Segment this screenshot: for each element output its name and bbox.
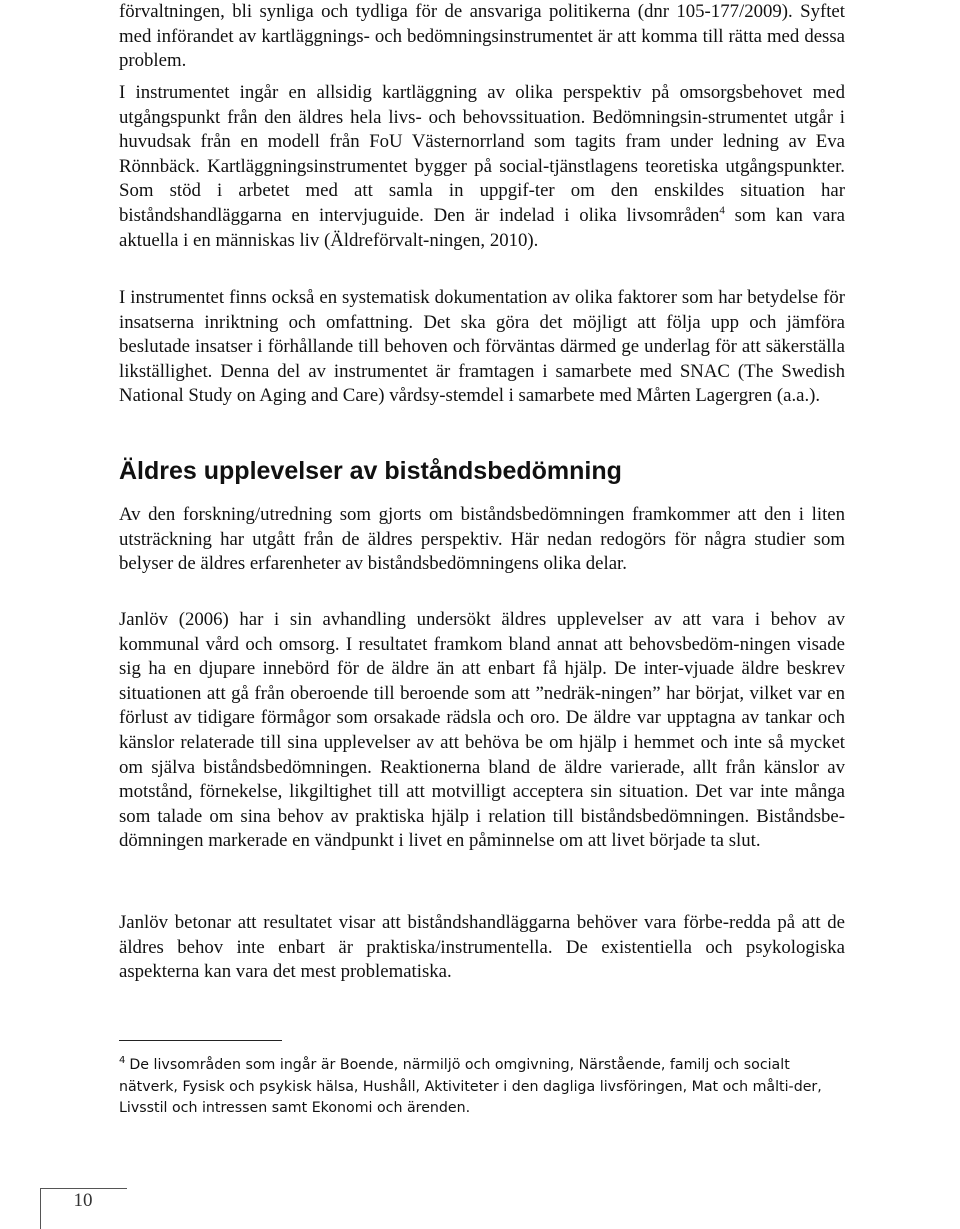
text-line: ningen visade sig ha en djupare innebörd för de äldre än att enbart få hjälp. De inter- — [119, 633, 845, 680]
text-line: ningen” har börjat, vilket var en förlust av tidigare förmågor som orsakade rädsla och — [119, 682, 845, 729]
paragraph-intro-continuation — [119, 0, 845, 74]
text-line: I instrumentet ingår en allsidig kartläggning av olika perspektiv på omsorgsbehovet — [119, 82, 803, 103]
text-line: att behöva be om hjälp i hemmet och inte så mycket om själva biståndsbedömningen. — [119, 731, 845, 778]
text-line: till rätta med dessa problem. — [119, 25, 845, 72]
text-line: Janlöv (2006) har i sin avhandling undersökt äldres upplevelser av att vara i behov — [119, 609, 817, 630]
text-line: redda på att de äldres behov inte enbart är praktiska/instrumentella. De existentiella — [119, 912, 845, 958]
text-line: underlag för att säkerställa likställighet. Denna del av instrumentet är framtagen i — [119, 336, 845, 382]
text-line: om sina behov av praktiska hjälp i relation till biståndsbedömningen. Biståndsbe- — [209, 805, 845, 827]
text-line: fram under ledning av Eva Rönnbäck. Kartläggningsinstrumentet bygger på social- — [119, 131, 845, 177]
text-line: delar. — [585, 553, 627, 575]
section-heading: Äldres upplevelser av biståndsbedömning — [119, 457, 622, 485]
text-line: den i liten utsträckning har utgått från de äldres perspektiv. Här nedan redogörs för — [119, 504, 846, 550]
footnote-separator — [119, 1040, 282, 1041]
text-line: förvaltningen, bli synliga och tydliga för de ansvariga politikerna (dnr 105-177/2009). — [119, 1, 793, 22]
text-line: Reaktionerna bland de äldre varierade, allt från känslor av motstånd, förnekelse, — [119, 756, 845, 803]
text-line: stemdel i samarbete med Mårten Lagergren (a.a.). — [445, 385, 821, 407]
text-line: dömningen markerade en vändpunkt i livet en påminnelse om att livet började ta — [119, 830, 724, 852]
text-line: och psykologiska aspekterna kan vara det mest problematiska. — [119, 936, 845, 983]
footnote-marker: 4 — [119, 1055, 126, 1067]
footnote-text: De livsområden som ingår är Boende, närmiljö och omgivning, Närstående, familj och socialt — [129, 1057, 790, 1073]
footnote-text: der, Livsstil och intressen samt Ekonomi och ärenden. — [119, 1078, 822, 1116]
paragraph-janlov-conclusion — [119, 911, 845, 985]
text-line: av kommunal vård och omsorg. I resultatet framkom bland annat att behovsbedöm- — [119, 609, 845, 655]
footnote — [119, 1055, 845, 1120]
footnote-text: nätverk, Fysisk och psykisk hälsa, Hushåll, Aktiviteter i den dagliga livsföringen, Mat och målti- — [119, 1078, 794, 1095]
text-line: upp och jämföra beslutade insatser i förhållande till behoven och förväntas därmed ge — [119, 311, 846, 358]
page-number: 10 — [73, 1190, 93, 1211]
text-line: som kan vara aktuella i en människas liv (Äldreförvalt- — [119, 204, 845, 251]
text-line: strumentet utgår i huvudsak från en modell från FoU Västernorrland som tagits — [119, 106, 845, 153]
text-line: oro. De äldre var upptagna av tankar och känslor relaterade till sina upplevelser av — [119, 707, 845, 753]
paragraph-documentation — [119, 286, 845, 409]
text-line: likgiltighet till att motvilligt acceptera sin situation. Det var inte många som talade — [119, 781, 845, 827]
text-line: vjuade äldre beskrev situationen att gå från oberoende till beroende som att ”nedräk- — [119, 658, 845, 704]
text-line: Janlöv betonar att resultatet visar att biståndshandläggarna behöver vara förbe- — [119, 912, 729, 933]
text-line: Syftet med införandet av kartläggnings- och bedömningsinstrumentet är att komma — [119, 1, 845, 47]
text-line: några studier som belyser de äldres erfarenheter av biståndsbedömningens olika — [119, 528, 845, 575]
paragraph-instrument-description — [119, 81, 845, 253]
text-line: tjänstlagens teoretiska utgångspunkter. Som stöd i arbetet med att samla in uppgif- — [119, 155, 845, 202]
text-line: slut. — [728, 830, 761, 852]
text-line: ningen, 2010). — [429, 229, 539, 251]
text-line: med utgångspunkt från den äldres hela livs- och behovssituation. Bedömningsin- — [119, 82, 846, 128]
text-line: ter om den enskildes situation har biståndshandläggarna en intervjuguide. Den är — [119, 180, 845, 226]
text-line: I instrumentet finns också en systematisk dokumentation av olika faktorer som har — [119, 287, 743, 308]
paragraph-research-intro — [119, 503, 845, 577]
text-line: samarbete med SNAC (The Swedish National Study on Aging and Care) vårdsy- — [119, 360, 845, 407]
text-line: indelad i olika livsområden — [499, 204, 720, 226]
footnote-reference[interactable]: 4 — [719, 204, 725, 217]
text-line: Av den forskning/utredning som gjorts om biståndsbedömningen framkommer att — [119, 504, 757, 525]
paragraph-janlov-study — [119, 608, 845, 854]
text-line: betydelse för insatserna inriktning och omfattning. Det ska göra det möjligt att följa — [119, 287, 845, 333]
